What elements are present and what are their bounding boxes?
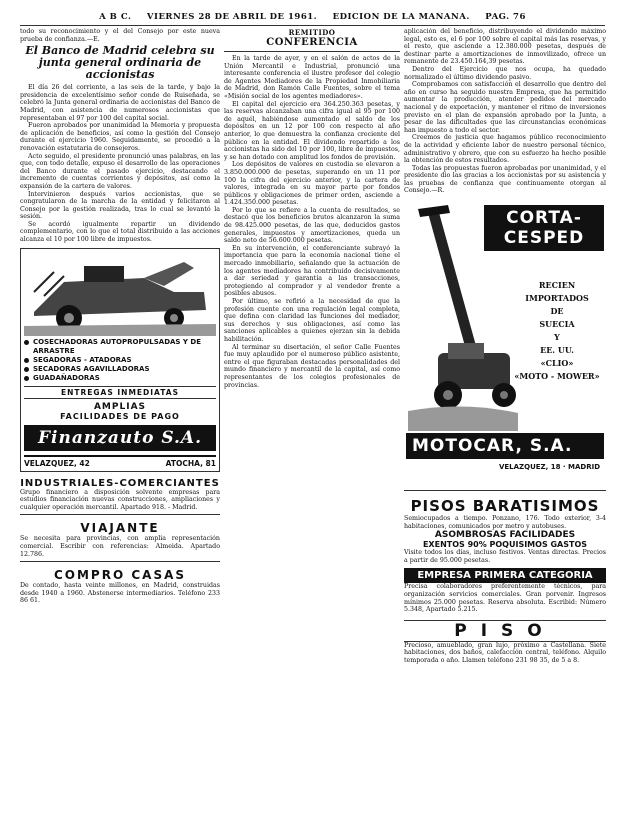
header-paper-name: A B C. [99, 12, 132, 22]
import-line: DE [550, 306, 564, 317]
payment-subheading: FACILIDADES DE PAGO [60, 411, 180, 421]
address-right: ATOCHA, 81 [165, 458, 216, 468]
header-page-number: PAG. 76 [485, 12, 526, 22]
import-line: RECIEN [538, 280, 576, 291]
article-paragraph: aplicación del beneficio, distribuyendo el dividendo máximo legal, esto es, el 6 por 100 sobre el capital más las reservas, y el resto, que asciende a 12.380.000 pesetas, después de destinar parte a amortizaciones de inmovilizado, ofrece un remanente de 23.450.164,39 pesetas. [404, 28, 606, 66]
delivery-strip: ENTREGAS INMEDIATAS [24, 386, 216, 399]
classified-title: EMPRESA PRIMERA CATEGORIA [404, 568, 606, 583]
classified-title: PISO [404, 620, 606, 642]
article-paragraph: Intervinieron después varios accionistas, que se congratularon de la marcha de la entidad y felicitaron al Consejo por la gestión realizada, tras lo cual se levantó la sesión. [20, 190, 220, 221]
section-label: REMITIDO [288, 28, 336, 37]
brand-address: VELAZQUEZ, 18 · MADRID [498, 463, 600, 472]
divider [20, 514, 220, 515]
article-paragraph: Al terminar su disertación, el señor Calle Fuentes fue muy aplaudido por el numeroso público asistente, entre el que figuraban destacadas personalidades del mundo financiero y mercantil de la capital, así como representantes de los colegios profesionales de provincias. [224, 343, 400, 389]
product-item: SEGADORAS - ATADORAS [24, 356, 216, 365]
brand-bar: MOTOCAR, S.A. [406, 433, 604, 459]
column-middle [224, 28, 400, 838]
column-left [20, 28, 220, 838]
article-paragraph: Comprobamos con satisfacción el desarrollo que dentro del año en curso ha seguido nuestra Empresa, que ha permitido aumentar la producción, atender pedidos del mercado nacional y de exportación, y mantener el ritmo de inversiones previsto en el plan de expansión aprobado por la Junta, a pesar de las dificultades que las circunstancias económicas han impuesto a todo el sector. [404, 81, 606, 134]
article-paragraph: En su intervención, el conferenciante subrayó la importancia que para la economía nacional tiene el mercado inmobiliario, señalando que la actuación de los agentes mediadores ha contribuido decisivamente a dar seriedad y garantía a las transacciones, protegiendo al comprador y al vendedor frente a posibles abusos. [224, 244, 400, 298]
classified-highlight: ASOMBROSAS FACILIDADES [434, 530, 576, 541]
header-edition: EDICION DE LA MAÑANA. [332, 12, 470, 22]
product-item: GUADAÑADORAS [24, 374, 216, 383]
classified-highlight: EXENTOS 90% POQUISIMOS GASTOS [422, 540, 588, 550]
product-item: SECADORAS AGAVILLADORAS [24, 365, 216, 374]
import-line: EE. UU. [540, 345, 574, 356]
import-line: «MOTO - MOWER» [514, 371, 600, 382]
classified-text: Precisa colaboradores preferentemente técnicos, para organización servicios comerciales. Gran porvenir. Ingresos mínimos 25.000 pesetas. Reserva absoluta. Escribid: Número 5.348, Apartado 5.215. [404, 583, 606, 614]
article-title: CONFERENCIA [266, 37, 358, 48]
finanzauto-logo: Finanzauto S.A. [24, 425, 216, 451]
product-list [24, 338, 216, 383]
column-right [404, 28, 606, 838]
payment-heading: AMPLIAS [93, 401, 147, 412]
divider [20, 561, 220, 562]
address-bar [24, 455, 216, 468]
import-line: «CLIO» [540, 358, 574, 369]
harvester-illustration [24, 252, 216, 336]
classified-title: VIAJANTE [80, 521, 160, 536]
address-left: VELAZQUEZ, 42 [24, 458, 90, 468]
article-paragraph: El día 26 del corriente, a las seis de la tarde, y bajo la presidencia de excelentísimo señor conde de Ruiseñada, se celebró la Junta general ordinaria de accionistas del Banco de Madrid, con asistencia de numerosos accionistas que representaban el 97 por 100 del capital social. [20, 84, 220, 122]
article-paragraph: Acto seguido, el presidente pronunció unas palabras, en las que, con todo detalle, expuso el desarrollo de las operaciones del Banco durante el pasado ejercicio, destacando el incremento de cuentas corrientes y depósitos, así como la expansión de la cartera de valores. [20, 152, 220, 190]
article-paragraph: En la tarde de ayer, y en el salón de actos de la Unión Mercantil e Industrial, pronunció una interesante conferencia el ilustre profesor del colegio de Agentes Mediadores de la Propiedad Inmobiliaria de Madrid, don Ramón Calle Fuentes, sobre el tema «Misión social de los agentes mediadores». [224, 55, 400, 100]
product-banner [484, 205, 604, 251]
article-paragraph: Fueron aprobados por unanimidad la Memoria y propuesta de aplicación de beneficios, así como la gestión del Consejo durante el ejercicio 1960. Seguidamente, se procedió a la renovación estatutaria de consejeros. [20, 122, 220, 152]
classified-text: Semiocupados a tiempo. Ponzano, 176. Todo exterior, 3-4 habitaciones, comunicados por metro y autobuses. [404, 515, 606, 530]
header-date: VIERNES 28 DE ABRIL DE 1961. [146, 12, 318, 22]
article-paragraph: Por lo que se refiere a la cuenta de resultados, se destacó que los beneficios brutos alcanzaron la suma de 98.425.000 pesetas, de las que, deducidos gastos generales, impuestos y amortizaciones, queda un saldo neto de 56.600.000 pesetas. [224, 206, 400, 245]
article-paragraph: El capital del ejercicio era 364.250.363 pesetas, y las reservas alcanzaban una cifra igual al 95 por 100 de aquél, habiéndose aumentado el saldo de los depósitos en un 12 por 100 con respecto al año anterior, lo que demuestra la confianza creciente del público en la entidad. El dividendo repartido a los accionistas ha sido del 10 por 100, libre de impuestos, y se han dotado con amplitud los fondos de previsión. [224, 100, 400, 161]
divider [224, 51, 400, 52]
classified-text: Grupo financiero a disposición solvente empresas para estudios financiación nuevas construcciones, ampliaciones y cualquier operación mercantil. Apartado 918. - Madrid. [20, 488, 220, 511]
article-headline: El Banco de Madrid celebra su junta general ordinaria de accionistas [25, 44, 215, 82]
article-paragraph: Creemos de justicia que hagamos público reconocimiento de la actividad y eficiente labor de nuestro personal técnico, administrativo y obrero, que con su esfuerzo ha hecho posible la obtención de estos resultados. [404, 134, 606, 165]
classified-text: De contado, hasta veinte millones, en Madrid, construidas desde 1940 a 1960. Abstenerse intermediarios. Teléfono 233 86 61. [20, 582, 220, 605]
import-line: IMPORTADOS [525, 293, 589, 304]
article-paragraph: Los depósitos de valores en custodia se elevaron a 3.850.000.000 de pesetas, superando en un 11 por 100 la cifra del ejercicio anterior, y la cartera de valores, integrada en su mayor parte por fondos públicos y obligaciones de primer orden, asciende a 1.424.350.000 pesetas. [224, 161, 400, 207]
import-line: SUECIA [539, 319, 575, 330]
classified-text: Visite todos los días, incluso festivos. Ventas directas. Precios a partir de 95.000 pesetas. [404, 549, 606, 564]
intro-paragraph: todo su reconocimiento y el del Consejo por este nueva prueba de confianza.—E. [20, 28, 220, 43]
import-note [512, 279, 602, 383]
article-paragraph: Por último, se refirió a la necesidad de que la profesión cuente con una regulación legal completa, que defina con claridad las funciones del mediador, sus derechos y sus obligaciones, así como las sanciones aplicables a quienes ejerzan sin la debida habilitación. [224, 298, 400, 343]
advertisement-lawnmower [404, 201, 606, 491]
classified-title: INDUSTRIALES-COMERCIANTES [20, 477, 220, 489]
page-header [20, 12, 605, 26]
product-item: COSECHADORAS AUTOPROPULSADAS Y DE ARRASTRE [24, 338, 216, 356]
article-paragraph: Todas las propuestas fueron aprobadas por unanimidad, y el presidente dio las gracias a los accionistas por su asistencia y las pruebas de confianza que continuamente otorgan al Consejo.—R. [404, 164, 606, 195]
classified-title: COMPRO CASAS [53, 568, 187, 583]
classified-text: Se necesita para provincias, con amplia representación comercial. Escribir con referencias: Almeida. Apartado 12.786. [20, 535, 220, 558]
advertisement-harvesters [20, 248, 220, 472]
article-paragraph: Se acordó igualmente repartir un dividendo complementario, con lo que el total distribuido a las acciones alcanza el 10 por 100 libre de impuestos. [20, 220, 220, 244]
article-paragraph: Dentro del Ejercicio que nos ocupa, ha quedado normalizado el último dividendo pasivo. [404, 65, 606, 81]
banner-line: CESPED [503, 228, 585, 249]
classified-text: Precioso, amueblado, gran lujo, próximo a Castellana. Siete habitaciones, dos baños, calefacción central, teléfono. Alquilo temporada o año. Llamen teléfono 231 98 35, de 5 a 8. [404, 641, 606, 664]
import-line: Y [554, 332, 560, 343]
classified-title: PISOS BARATISIMOS [410, 497, 600, 516]
banner-line: CORTA- [506, 208, 582, 229]
